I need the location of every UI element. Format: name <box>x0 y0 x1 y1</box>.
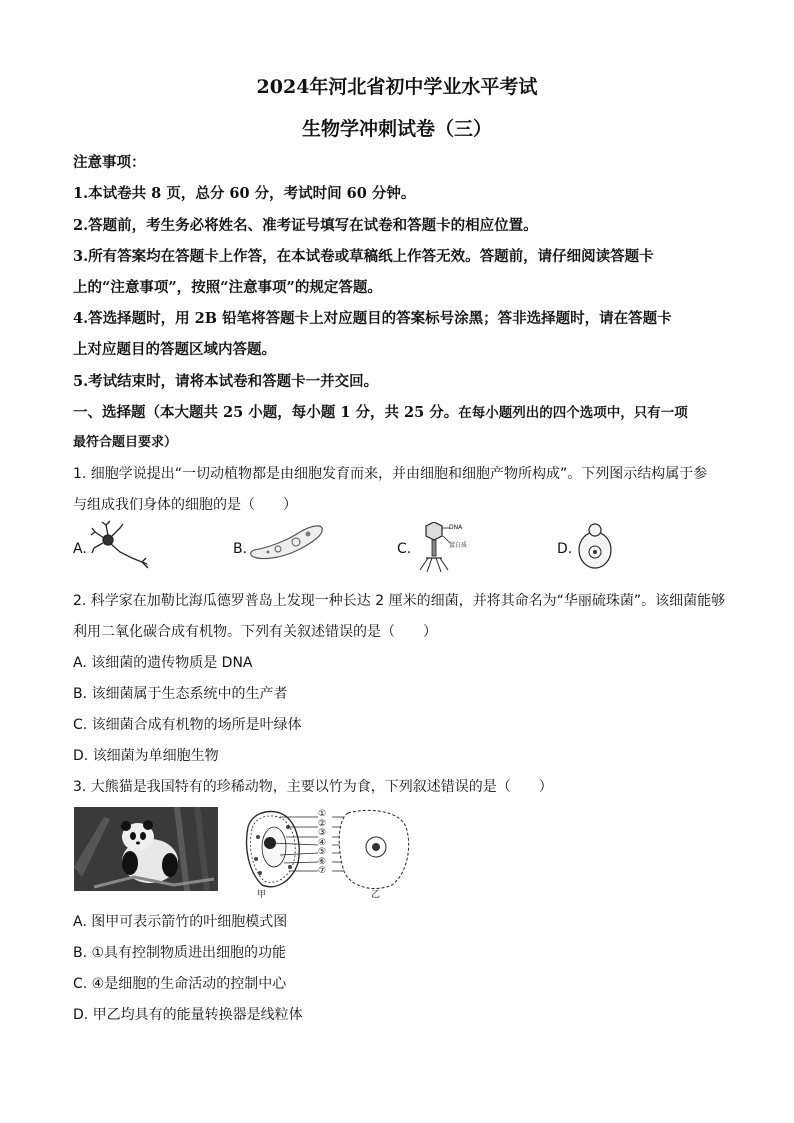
cell-diagram-figure <box>240 807 415 895</box>
paramecium-figure <box>248 522 328 564</box>
notice-item-1: 1.本试卷共 8 页，总分 60 分，考试时间 60 分钟。 <box>73 185 416 202</box>
q2-option-a: A. 该细菌的遗传物质是 DNA <box>73 655 253 671</box>
q3-stem: 3. 大熊猫是我国特有的珍稀动物，主要以竹为食，下列叙述错误的是（ ） <box>73 779 553 795</box>
section-heading-bold: 一、选择题（本大题共 25 小题，每小题 1 分，共 25 分。 <box>73 404 459 421</box>
notice-item-4a: 4.答选择题时，用 2B 铅笔将答题卡上对应题目的答案标号涂黑；答非选择题时，请在答题卡 <box>73 310 672 327</box>
notice-item-3a: 3.所有答案均在答题卡上作答，在本试卷或草稿纸上作答无效。答题前，请仔细阅读答题卡 <box>73 248 654 265</box>
marker-7: ⑦ <box>318 866 327 876</box>
q3-option-a: A. 图甲可表示箭竹的叶细胞模式图 <box>73 914 288 930</box>
q3-option-c: C. ④是细胞的生命活动的控制中心 <box>73 976 287 992</box>
marker-6: ⑥ <box>318 856 327 867</box>
label-jia: 甲 <box>257 890 267 900</box>
notice-heading: 注意事项： <box>73 154 146 171</box>
q2-option-b: B. 该细菌属于生态系统中的生产者 <box>73 686 288 702</box>
cell-part-markers <box>318 810 326 877</box>
label-yi: 乙 <box>371 890 381 900</box>
notice-item-3b: 上的“注意事项”，按照“注意事项”的规定答题。 <box>73 279 382 296</box>
marker-5: ⑤ <box>318 847 327 857</box>
notice-item-4b: 上对应题目的答题区域内答题。 <box>73 341 276 358</box>
q1-option-b-label: B. <box>233 541 248 557</box>
neuron-figure <box>90 520 152 570</box>
q1-option-c-label: C. <box>397 541 412 557</box>
marker-2: ② <box>318 818 327 829</box>
marker-3: ③ <box>318 828 327 838</box>
yeast-cell-figure <box>575 520 615 570</box>
q3-option-b: B. ①具有控制物质进出细胞的功能 <box>73 945 287 961</box>
q1-option-d-label: D. <box>557 541 573 557</box>
section-heading-line2: 最符合题目要求） <box>73 435 178 450</box>
marker-1: ① <box>318 809 327 819</box>
marker-4: ④ <box>318 837 327 848</box>
notice-item-5: 5.考试结束时，请将本试卷和答题卡一并交回。 <box>73 373 379 390</box>
q2-option-d: D. 该细菌为单细胞生物 <box>73 748 219 764</box>
notice-item-2: 2.答题前，考生务必将姓名、准考证号填写在试卷和答题卡的相应位置。 <box>73 217 538 234</box>
virus-protein-label: 蛋白质 <box>449 542 468 549</box>
exam-subtitle: 生物学冲刺试卷（三） <box>301 118 492 140</box>
q3-option-d: D. 甲乙均具有的能量转换器是线粒体 <box>73 1007 303 1023</box>
section-heading <box>73 401 688 422</box>
section-heading-rest: 在每小题列出的四个选项中，只有一项 <box>458 405 688 421</box>
q2-stem-line1: 2. 科学家在加勒比海瓜德罗普岛上发现一种长达 2 厘米的细菌，并将其命名为“华丽硫珠菌”。该细菌能够 <box>73 593 726 609</box>
q2-option-c: C. 该细菌合成有机物的场所是叶绿体 <box>73 717 302 733</box>
panda-photo <box>74 807 218 891</box>
virus-dna-label: DNA <box>449 524 463 531</box>
q1-option-a-label: A. <box>73 541 87 557</box>
q1-stem-line1: 1. 细胞学说提出“一切动植物都是由细胞发育而来，并由细胞和细胞产物所构成”。下列图示结构属于参 <box>73 466 708 482</box>
q2-stem-line2: 利用二氧化碳合成有机物。下列有关叙述错误的是（ ） <box>73 624 437 640</box>
q1-stem-line2: 与组成我们身体的细胞的是（ ） <box>73 497 297 513</box>
exam-title: 2024年河北省初中学业水平考试 <box>256 76 538 98</box>
